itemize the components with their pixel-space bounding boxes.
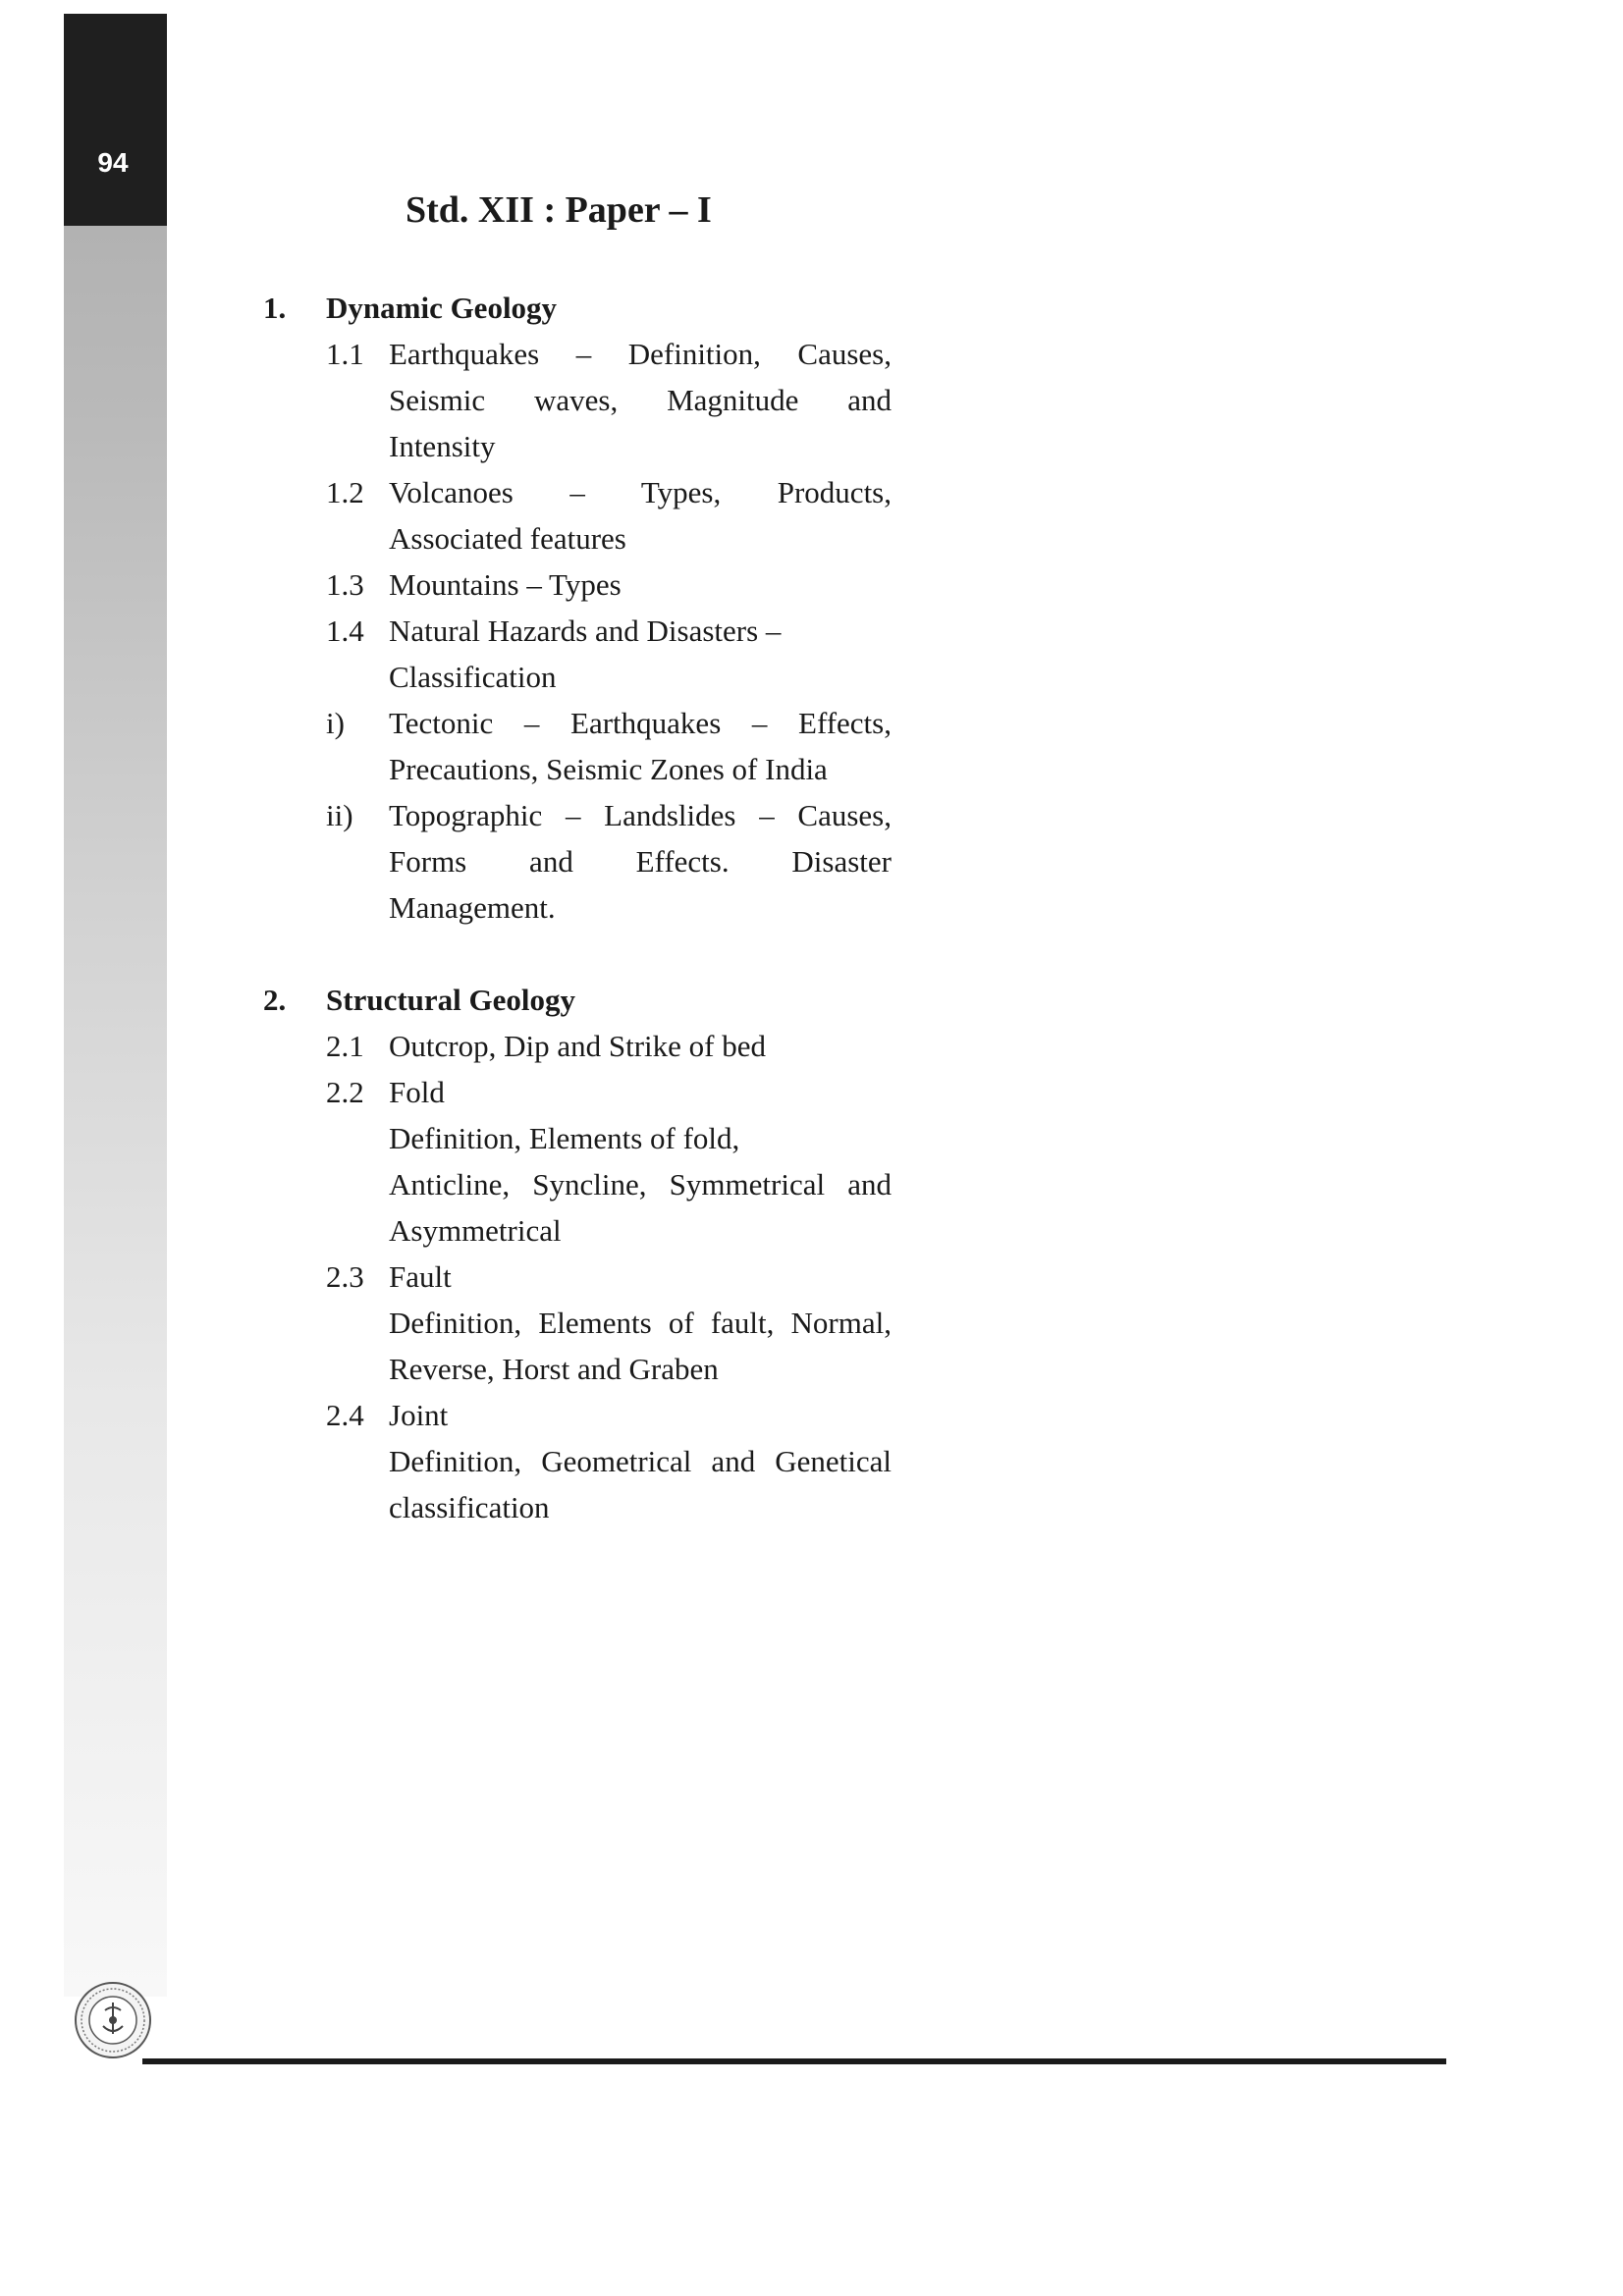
syllabus-item bbox=[263, 561, 892, 608]
item-number: 1.4 bbox=[326, 614, 364, 648]
item-number: 2.4 bbox=[326, 1398, 364, 1432]
page-number-box bbox=[64, 14, 167, 226]
section-title: Structural Geology bbox=[326, 983, 575, 1017]
syllabus-item bbox=[263, 469, 892, 561]
item-line: Joint bbox=[389, 1398, 449, 1432]
item-line: Topographic – Landslides – Causes, bbox=[389, 798, 892, 832]
item-line: Asymmetrical bbox=[389, 1213, 562, 1248]
footer-rule bbox=[142, 2058, 1446, 2064]
item-line: Definition, Elements of fold, bbox=[389, 1121, 740, 1155]
item-line: Volcanoes – Types, Products, bbox=[389, 475, 892, 509]
item-line: Classification bbox=[389, 660, 557, 694]
item-line: Management. bbox=[389, 890, 556, 925]
syllabus-item bbox=[263, 331, 892, 469]
item-line: Definition, Elements of fault, Normal, bbox=[389, 1306, 892, 1340]
side-strip bbox=[64, 14, 167, 1997]
page-number: 94 bbox=[97, 147, 129, 178]
section-heading bbox=[263, 285, 892, 331]
section-heading bbox=[263, 977, 892, 1023]
item-line: Tectonic – Earthquakes – Effects, bbox=[389, 706, 892, 740]
item-line: Outcrop, Dip and Strike of bed bbox=[389, 1029, 766, 1063]
section-number: 1. bbox=[263, 291, 287, 325]
item-line: Intensity bbox=[389, 429, 496, 463]
item-line: Mountains – Types bbox=[389, 567, 622, 602]
item-number: 1.3 bbox=[326, 567, 364, 602]
item-line: Anticline, Syncline, Symmetrical and bbox=[389, 1167, 892, 1201]
syllabus-item bbox=[263, 792, 892, 931]
item-line: Natural Hazards and Disasters – bbox=[389, 614, 782, 648]
item-line: Forms and Effects. Disaster bbox=[389, 844, 892, 879]
item-line: Seismic waves, Magnitude and bbox=[389, 383, 892, 417]
syllabus-item bbox=[263, 1023, 892, 1069]
board-seal-icon bbox=[74, 1981, 152, 2059]
page-title: Std. XII : Paper – I bbox=[406, 189, 712, 231]
syllabus-item bbox=[263, 1069, 892, 1254]
item-line: Earthquakes – Definition, Causes, bbox=[389, 337, 892, 371]
item-number: 1.2 bbox=[326, 475, 364, 509]
item-line: Fault bbox=[389, 1259, 452, 1294]
item-number: 2.3 bbox=[326, 1259, 364, 1294]
section-title: Dynamic Geology bbox=[326, 291, 558, 325]
item-line: classification bbox=[389, 1490, 550, 1524]
item-number: 1.1 bbox=[326, 337, 364, 371]
item-number: 2.1 bbox=[326, 1029, 364, 1063]
item-line: Reverse, Horst and Graben bbox=[389, 1352, 719, 1386]
item-line: Fold bbox=[389, 1075, 445, 1109]
item-line: Definition, Geometrical and Genetical bbox=[389, 1444, 892, 1478]
item-number: 2.2 bbox=[326, 1075, 364, 1109]
syllabus-item bbox=[263, 608, 892, 700]
item-line: Precautions, Seismic Zones of India bbox=[389, 752, 828, 786]
item-number: i) bbox=[326, 706, 345, 740]
syllabus-content bbox=[263, 285, 892, 1530]
syllabus-item bbox=[263, 700, 892, 792]
syllabus-item bbox=[263, 1392, 892, 1530]
item-number: ii) bbox=[326, 798, 353, 832]
syllabus-item bbox=[263, 1254, 892, 1392]
item-line: Associated features bbox=[389, 521, 626, 556]
section-gap bbox=[263, 931, 892, 977]
section-number: 2. bbox=[263, 983, 287, 1017]
